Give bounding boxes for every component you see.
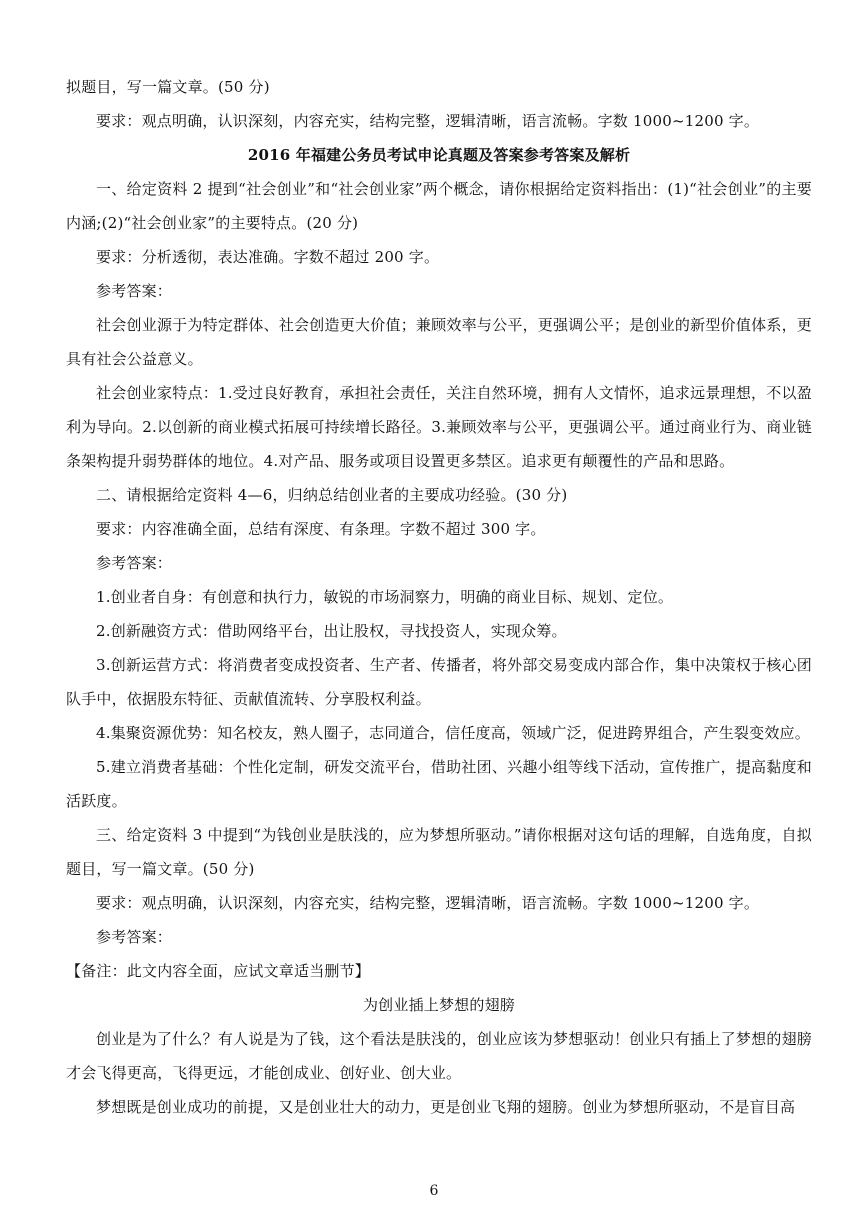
q3-question: 三、给定资料 3 中提到“为钱创业是肤浅的，应为梦想所驱动。”请你根据对这句话的理解，自选角度，自拟题目，写一篇文章。(50 分): [66, 826, 812, 878]
document-body: [66, 70, 812, 1124]
q3-note: 【备注：此文内容全面，应试文章适当删节】: [66, 962, 371, 980]
page-title: 2016 年福建公务员考试申论真题及答案参考答案及解析: [247, 146, 631, 164]
q1-answer-p2: 社会创业家特点：1.受过良好教育，承担社会责任，关注自然环境，拥有人文情怀，追求远景理想，不以盈利为导向。2.以创新的商业模式拓展可持续增长路径。3.兼顾效率与公平，更强调公平。通过商业行为、商业链条架构提升弱势群体的地位。4.对产品、服务或项目设置更多禁区。追求更有颠覆性的产品和思路。: [66, 384, 812, 470]
q1-answer-p1: 社会创业源于为特定群体、社会创造更大价值；兼顾效率与公平，更强调公平；是创业的新型价值体系，更具有社会公益意义。: [66, 316, 812, 368]
essay-paragraph-1: 创业是为了什么？有人说是为了钱，这个看法是肤浅的，创业应该为梦想驱动！创业只有插上了梦想的翅膀才会飞得更高，飞得更远，才能创成业、创好业、创大业。: [66, 1030, 812, 1082]
q2-answer-label: 参考答案：: [96, 554, 173, 572]
q1-answer-label: 参考答案：: [96, 282, 173, 300]
q2-requirement: 要求：内容准确全面，总结有深度、有条理。字数不超过 300 字。: [96, 520, 546, 538]
q2-item-4: 4.集聚资源优势：知名校友，熟人圈子，志同道合，信任度高，领域广泛，促进跨界组合，产生裂变效应。: [96, 724, 810, 742]
q2-question: 二、请根据给定资料 4—6，归纳总结创业者的主要成功经验。(30 分): [96, 486, 568, 504]
top-line-2: 要求：观点明确，认识深刻，内容充实，结构完整，逻辑清晰，语言流畅。字数 1000~1200 字。: [96, 112, 760, 130]
essay-paragraph-2: 梦想既是创业成功的前提，又是创业壮大的动力，更是创业飞翔的翅膀。创业为梦想所驱动，不是盲目高: [96, 1098, 796, 1116]
page-number: 6: [429, 1183, 439, 1199]
q3-answer-label: 参考答案：: [96, 928, 173, 946]
top-line-1: 拟题目，写一篇文章。(50 分): [66, 78, 270, 96]
essay-title: 为创业插上梦想的翅膀: [362, 996, 515, 1014]
q2-item-3: 3.创新运营方式：将消费者变成投资者、生产者、传播者，将外部交易变成内部合作，集中决策权于核心团队手中，依据股东特征、贡献值流转、分享股权利益。: [66, 656, 812, 708]
q2-item-1: 1.创业者自身：有创意和执行力，敏锐的市场洞察力，明确的商业目标、规划、定位。: [96, 588, 674, 606]
q2-item-2: 2.创新融资方式：借助网络平台，出让股权，寻找投资人，实现众筹。: [96, 622, 567, 640]
q2-item-5: 5.建立消费者基础：个性化定制，研发交流平台，借助社团、兴趣小组等线下活动，宣传推广，提高黏度和活跃度。: [66, 758, 812, 810]
q3-requirement: 要求：观点明确，认识深刻，内容充实，结构完整，逻辑清晰，语言流畅。字数 1000~1200 字。: [96, 894, 760, 912]
q1-question: 一、给定资料 2 提到“社会创业”和“社会创业家”两个概念，请你根据给定资料指出：(1)“社会创业”的主要内涵;(2)“社会创业家”的主要特点。(20 分): [66, 180, 812, 232]
q1-requirement: 要求：分析透彻，表达准确。字数不超过 200 字。: [96, 248, 440, 266]
